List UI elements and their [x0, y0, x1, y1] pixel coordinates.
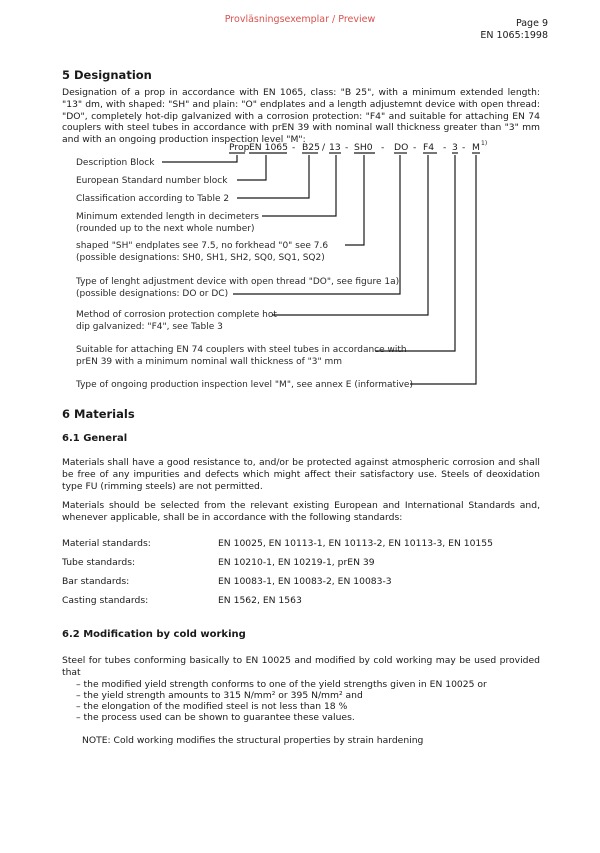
- label-adjustment-note: (possible designations: DO or DC): [76, 289, 229, 299]
- cold-working-note: NOTE: Cold working modifies the structural properties by strain hardening: [82, 735, 424, 746]
- list-item: – the yield strength amounts to 315 N/mm² or 395 N/mm² and: [76, 690, 363, 701]
- formula-ends: SH0: [354, 142, 373, 153]
- formula-slash: /: [322, 142, 326, 153]
- label-inspection: Type of ongoing production inspection level "M", see annex E (informative): [76, 380, 413, 390]
- designation-intro: Designation of a prop in accordance with EN 1065, class: "B 25", with a minimum extended length: "13" dm, with shaped: "SH" and plain: "O" endplates and a length adjustemnt device with open thread: "DO", completely hot-dip galvanized with a corrosion protection: "F4" and suitable for attaching EN 74 couplers with steel tubes in accordance with prEN 39 with nominal wall thickness greater than "3" mm and with an ongoing production inspection level "M":: [62, 87, 540, 146]
- label-coupler-note: prEN 39 with a minimum nominal wall thickness of "3" mm: [76, 357, 343, 367]
- formula-wall: 3: [452, 142, 458, 153]
- standards-row: [62, 595, 540, 609]
- connector-standard: [237, 155, 266, 180]
- standards-row: [62, 576, 540, 590]
- standards-label: Casting standards:: [62, 595, 149, 606]
- standards-row: [62, 538, 540, 552]
- formula-sep: -: [443, 142, 447, 153]
- standards-label: Tube standards:: [62, 557, 136, 568]
- label-min-length-note: (rounded up to the next whole number): [76, 224, 255, 234]
- list-item: – the process used can be shown to guarantee these values.: [76, 712, 355, 723]
- formula-std: EN 1065: [249, 142, 288, 153]
- label-description-block: Description Block: [76, 158, 155, 168]
- connector-thread: [233, 155, 400, 294]
- section-6-1-heading: 6.1 General: [62, 433, 128, 444]
- formula-sep: -: [462, 142, 466, 153]
- label-coupler: Suitable for attaching EN 74 couplers with steel tubes in accordance with: [76, 345, 407, 355]
- list-item: – the elongation of the modified steel is not less than 18 %: [76, 701, 348, 712]
- standards-row: [62, 557, 540, 571]
- formula-length: 13: [329, 142, 341, 153]
- connector-class: [237, 155, 309, 198]
- standards-value: EN 1562, EN 1563: [218, 595, 302, 606]
- connector-level: [410, 155, 476, 384]
- connector-wall: [375, 155, 455, 351]
- standards-value: EN 10210-1, EN 10219-1, prEN 39: [218, 557, 375, 568]
- formula-level: M: [472, 142, 480, 153]
- formula-footnote: 1): [481, 140, 488, 147]
- standards-label: Bar standards:: [62, 576, 130, 587]
- formula-sep: -: [345, 142, 349, 153]
- label-endplates: shaped "SH" endplates see 7.5, no forkhead "0" see 7.6: [76, 241, 329, 251]
- preview-watermark: Provläsningsexemplar / Preview: [224, 14, 376, 25]
- standards-label: Material standards:: [62, 538, 151, 549]
- section-6-heading: 6 Materials: [62, 407, 135, 421]
- formula-sep: -: [381, 142, 385, 153]
- cold-working-conditions: [76, 679, 536, 723]
- label-adjustment: Type of lenght adjustment device with open thread "DO", see figure 1a): [76, 277, 400, 287]
- materials-standards-para: Materials should be selected from the relevant existing European and International Standards and, whenever applicable, shall be in accordance with the following standards:: [62, 500, 540, 523]
- section-5-heading: 5 Designation: [62, 68, 152, 82]
- label-endplates-note: (possible designations: SH0, SH1, SH2, SQ0, SQ1, SQ2): [76, 253, 325, 263]
- connector-endplates: [345, 155, 364, 245]
- label-corrosion: Method of corrosion protection complete hot: [76, 310, 277, 320]
- connector-length: [262, 155, 336, 216]
- standards-value: EN 10083-1, EN 10083-2, EN 10083-3: [218, 576, 392, 587]
- label-classification: Classification according to Table 2: [76, 194, 230, 204]
- section-6-2-heading: 6.2 Modification by cold working: [62, 629, 246, 640]
- label-min-length: Minimum extended length in decimeters: [76, 212, 259, 222]
- formula-thread: DO: [394, 142, 409, 153]
- formula-sep: -: [413, 142, 417, 153]
- cold-working-para: Steel for tubes conforming basically to EN 10025 and modified by cold working may be used provided that: [62, 655, 540, 678]
- connector-description: [162, 155, 237, 162]
- formula-corrosion: F4: [423, 142, 435, 153]
- connector-corrosion: [272, 155, 428, 315]
- standards-value: EN 10025, EN 10113-1, EN 10113-2, EN 10113-3, EN 10155: [218, 538, 493, 549]
- list-item: – the modified yield strength conforms to one of the yield strengths given in EN 10025 or: [76, 679, 487, 690]
- page-number: Page 9: [515, 18, 548, 29]
- materials-general-para: Materials shall have a good resistance to, and/or be protected against atmospheric corrosion and shall be free of any impurities and defects which might affect their satisfactory use. Steels of deoxidation type FU (rimming steels) are not permitted.: [62, 457, 540, 492]
- standard-number: EN 1065:1998: [480, 30, 548, 41]
- formula-prop: Prop: [229, 142, 250, 153]
- label-standard-number: European Standard number block: [76, 176, 228, 186]
- label-corrosion-note: dip galvanized: "F4", see Table 3: [76, 322, 223, 332]
- formula-class: B25: [302, 142, 320, 153]
- formula-sep: -: [292, 142, 296, 153]
